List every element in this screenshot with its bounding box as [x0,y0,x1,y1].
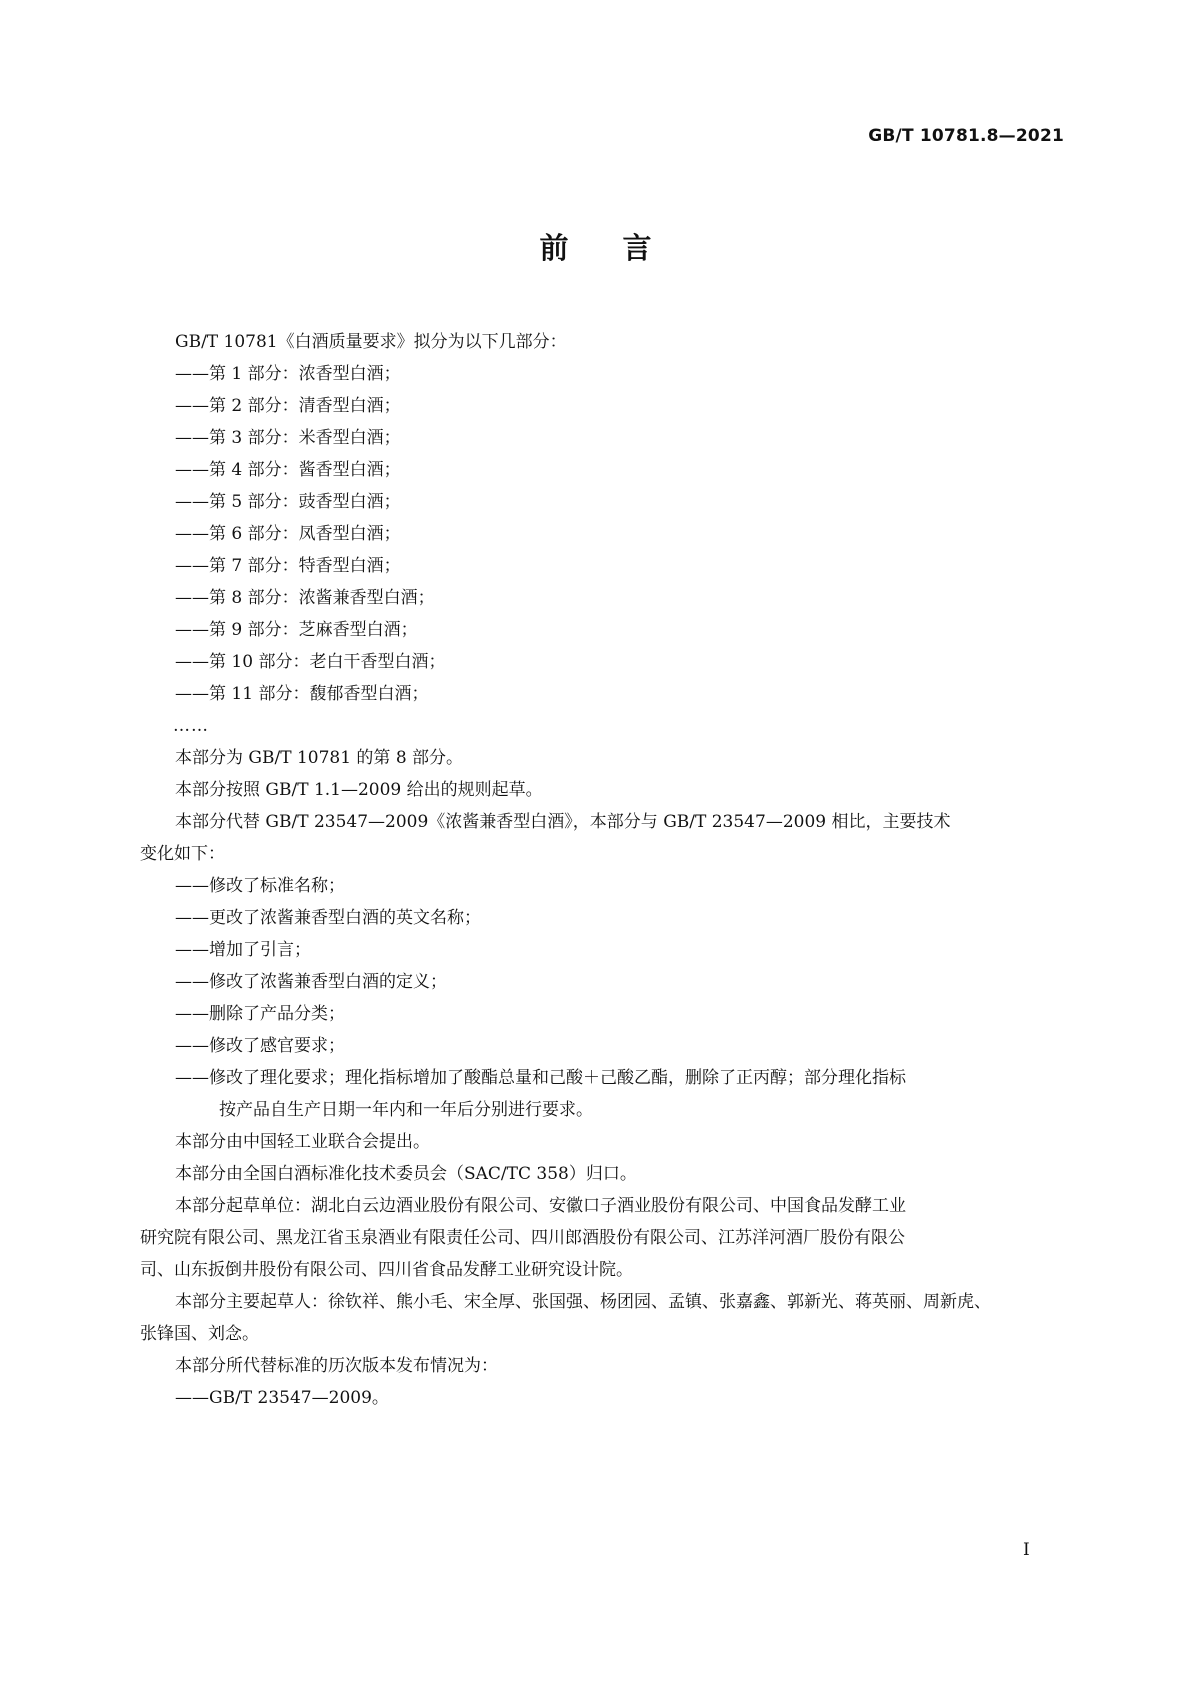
text-line: 本部分主要起草人：徐钦祥、熊小毛、宋全厚、张国强、杨团园、孟镇、张嘉鑫、郭新光、蒋英丽、周新虎、 [175,1292,991,1312]
text-line: 变化如下： [140,844,225,864]
page-title: 前言 [539,231,706,265]
text-line: ——第 2 部分：清香型白酒； [175,396,401,416]
text-line: GB/T 10781《白酒质量要求》拟分为以下几部分： [175,332,567,352]
text-line: ——更改了浓酱兼香型白酒的英文名称； [175,908,481,928]
text-line: ——GB/T 23547—2009。 [175,1388,389,1408]
text-line: 研究院有限公司、黑龙江省玉泉酒业有限责任公司、四川郎酒股份有限公司、江苏洋河酒厂股份有限公 [140,1228,905,1248]
foreword-body [140,326,1059,1414]
page-number: I [1023,1540,1030,1560]
text-line: ——删除了产品分类； [175,1004,345,1024]
text-line: 本部分由中国轻工业联合会提出。 [175,1132,430,1152]
standard-code: GB/T 10781.8—2021 [868,126,1064,146]
text-line: ——第 6 部分：凤香型白酒； [175,524,401,544]
text-line: 按产品自生产日期一年内和一年后分别进行要求。 [219,1100,593,1120]
text-line: 本部分所代替标准的历次版本发布情况为： [175,1356,498,1376]
text-line: ——第 4 部分：酱香型白酒； [175,460,401,480]
text-line: 司、山东扳倒井股份有限公司、四川省食品发酵工业研究设计院。 [140,1260,633,1280]
text-line: ——第 11 部分：馥郁香型白酒； [175,684,429,704]
text-line: 张锋国、刘念。 [140,1324,259,1344]
text-line: ——增加了引言； [175,940,311,960]
text-line: ——第 5 部分：豉香型白酒； [175,492,401,512]
text-line: 本部分代替 GB/T 23547—2009《浓酱兼香型白酒》，本部分与 GB/T 23547—2009 相比，主要技术 [175,812,951,832]
text-line: ——修改了感官要求； [175,1036,345,1056]
text-line: 本部分为 GB/T 10781 的第 8 部分。 [175,748,464,768]
text-line: 本部分按照 GB/T 1.1—2009 给出的规则起草。 [175,780,543,800]
text-line: ——第 7 部分：特香型白酒； [175,556,401,576]
text-line: ——第 1 部分：浓香型白酒； [175,364,401,384]
text-line: ——修改了浓酱兼香型白酒的定义； [175,972,447,992]
text-line: …… [173,716,209,736]
text-line: ——第 3 部分：米香型白酒； [175,428,401,448]
text-line: ——第 8 部分：浓酱兼香型白酒； [175,588,435,608]
text-line: 本部分由全国白酒标准化技术委员会（SAC/TC 358）归口。 [175,1164,637,1184]
text-line: ——第 9 部分：芝麻香型白酒； [175,620,418,640]
text-line: ——修改了标准名称； [175,876,345,896]
text-line: 本部分起草单位：湖北白云边酒业股份有限公司、安徽口子酒业股份有限公司、中国食品发酵工业 [175,1196,906,1216]
text-line: ——第 10 部分：老白干香型白酒； [175,652,446,672]
text-line: ——修改了理化要求；理化指标增加了酸酯总量和己酸＋己酸乙酯，删除了正丙醇；部分理化指标 [175,1068,906,1088]
